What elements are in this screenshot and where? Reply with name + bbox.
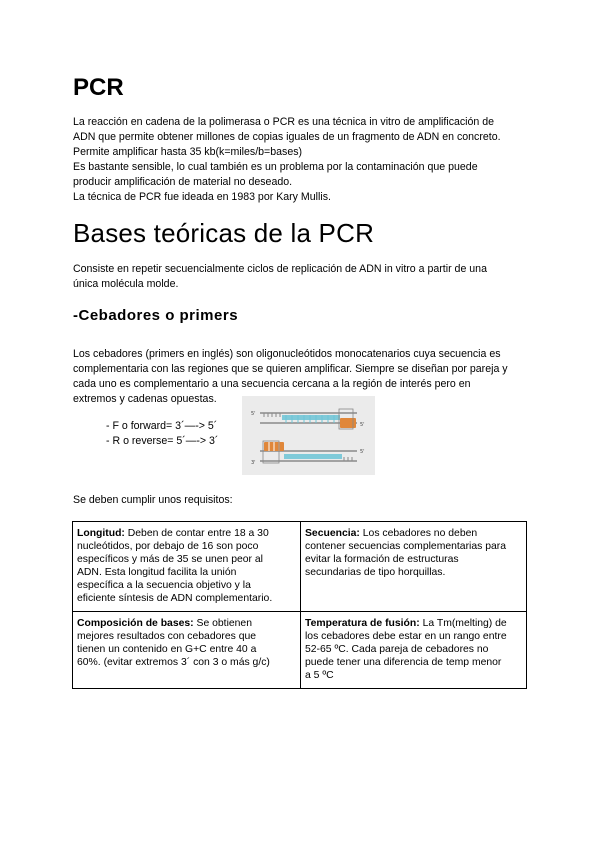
cell-text: Los cebadores no deben	[359, 528, 478, 539]
cell-text: ADN. Esta longitud facilita la unión	[77, 567, 237, 578]
cell-text: 60%. (evitar extremos 3´ con 3 o más g/c)	[77, 657, 270, 668]
cell-text: nucleótidos, por debajo de 16 son poco	[77, 541, 259, 552]
cell-text: los cebadores debe estar en un rango entre	[305, 631, 507, 642]
strand-end-label: 5'	[360, 422, 365, 428]
intro-line: La reacción en cadena de la polimerasa o PCR es una técnica in vitro de amplificación de	[73, 116, 495, 128]
primers-line: extremos y cadenas opuestas.	[73, 393, 217, 405]
intro-paragraph	[73, 115, 501, 205]
section-line: única molécula molde.	[73, 278, 179, 290]
cell-text: Se obtienen	[193, 618, 252, 629]
strand-end-label: 5'	[360, 449, 365, 455]
cell-text: Deben de contar entre 18 a 30	[124, 528, 269, 539]
requirements-intro: Se deben cumplir unos requisitos:	[73, 494, 233, 506]
requirements-table	[72, 521, 527, 689]
intro-line: producir amplificación de material no deseado.	[73, 176, 293, 188]
cell-text: La Tm(melting) de	[419, 618, 507, 629]
strand-end-label: 3'	[251, 460, 256, 466]
primer-annealing-diagram	[242, 396, 375, 475]
cell-text: a 5 ºC	[305, 670, 334, 681]
cell-title: Longitud:	[77, 528, 125, 539]
section-line: Consiste en repetir secuencialmente ciclos de replicación de ADN in vitro a partir de una	[73, 263, 487, 275]
list-item: - R o reverse= 5´—-> 3´	[106, 435, 219, 447]
section-paragraph	[73, 262, 487, 292]
cell-text: tienen un contenido en G+C entre 40 a	[77, 644, 257, 655]
cell-text: contener secuencias complementarias para	[305, 541, 506, 552]
cell-text: evitar la formación de estructuras	[305, 554, 459, 565]
cell-title: Secuencia:	[305, 528, 360, 539]
table-row	[73, 612, 527, 689]
cell-text: 52-65 ºC. Cada pareja de cebadores no	[305, 644, 489, 655]
intro-line: La técnica de PCR fue ideada en 1983 por Kary Mullis.	[73, 191, 331, 203]
primers-line: complementaria con las regiones que se quieren amplificar. Siempre se diseñan por pareja y	[73, 363, 508, 375]
cell-text: secundarias de tipo horquillas.	[305, 567, 446, 578]
page-title: PCR	[73, 74, 124, 101]
cell-temperatura	[301, 612, 527, 689]
primers-line: cada uno es complementario a una secuencia cercana a la región de interés pero en	[73, 378, 471, 390]
intro-line: Es bastante sensible, lo cual también es un problema por la contaminación que puede	[73, 161, 478, 173]
intro-line: Permite amplificar hasta 35 kb(k=miles/b=bases)	[73, 146, 303, 158]
primer-blue-strand	[282, 415, 340, 420]
cell-title: Composición de bases:	[77, 618, 194, 629]
cell-text: puede tener una diferencia de temp menor	[305, 657, 502, 668]
pcr-primers-figure	[242, 396, 375, 475]
subsection-title: -Cebadores o primers	[73, 307, 239, 324]
primer-blue-strand	[284, 454, 342, 459]
cell-composicion	[73, 612, 301, 689]
table-row	[73, 522, 527, 612]
primer-types-list	[106, 419, 218, 449]
primers-line: Los cebadores (primers en inglés) son oligonucleótidos monocatenarios cuya secuencia es	[73, 348, 501, 360]
intro-line: ADN que permite obtener millones de copias iguales de un fragmento de ADN en concreto.	[73, 131, 501, 143]
strand-end-label: 5'	[251, 411, 256, 417]
cell-secuencia	[301, 522, 527, 612]
cell-text: eficiente síntesis de ADN complementario.	[77, 593, 273, 604]
primer-orange-block	[340, 418, 356, 428]
cell-text: mejores resultados con cebadores que	[77, 631, 257, 642]
cell-longitud	[73, 522, 301, 612]
list-item: - F o forward= 3´—-> 5´	[106, 420, 218, 432]
cell-text: específicos y más de 35 se unen peor al	[77, 554, 263, 565]
section-title: Bases teóricas de la PCR	[73, 218, 375, 248]
cell-title: Temperatura de fusión:	[305, 618, 420, 629]
cell-text: específica a la secuencia objetivo y la	[77, 580, 251, 591]
